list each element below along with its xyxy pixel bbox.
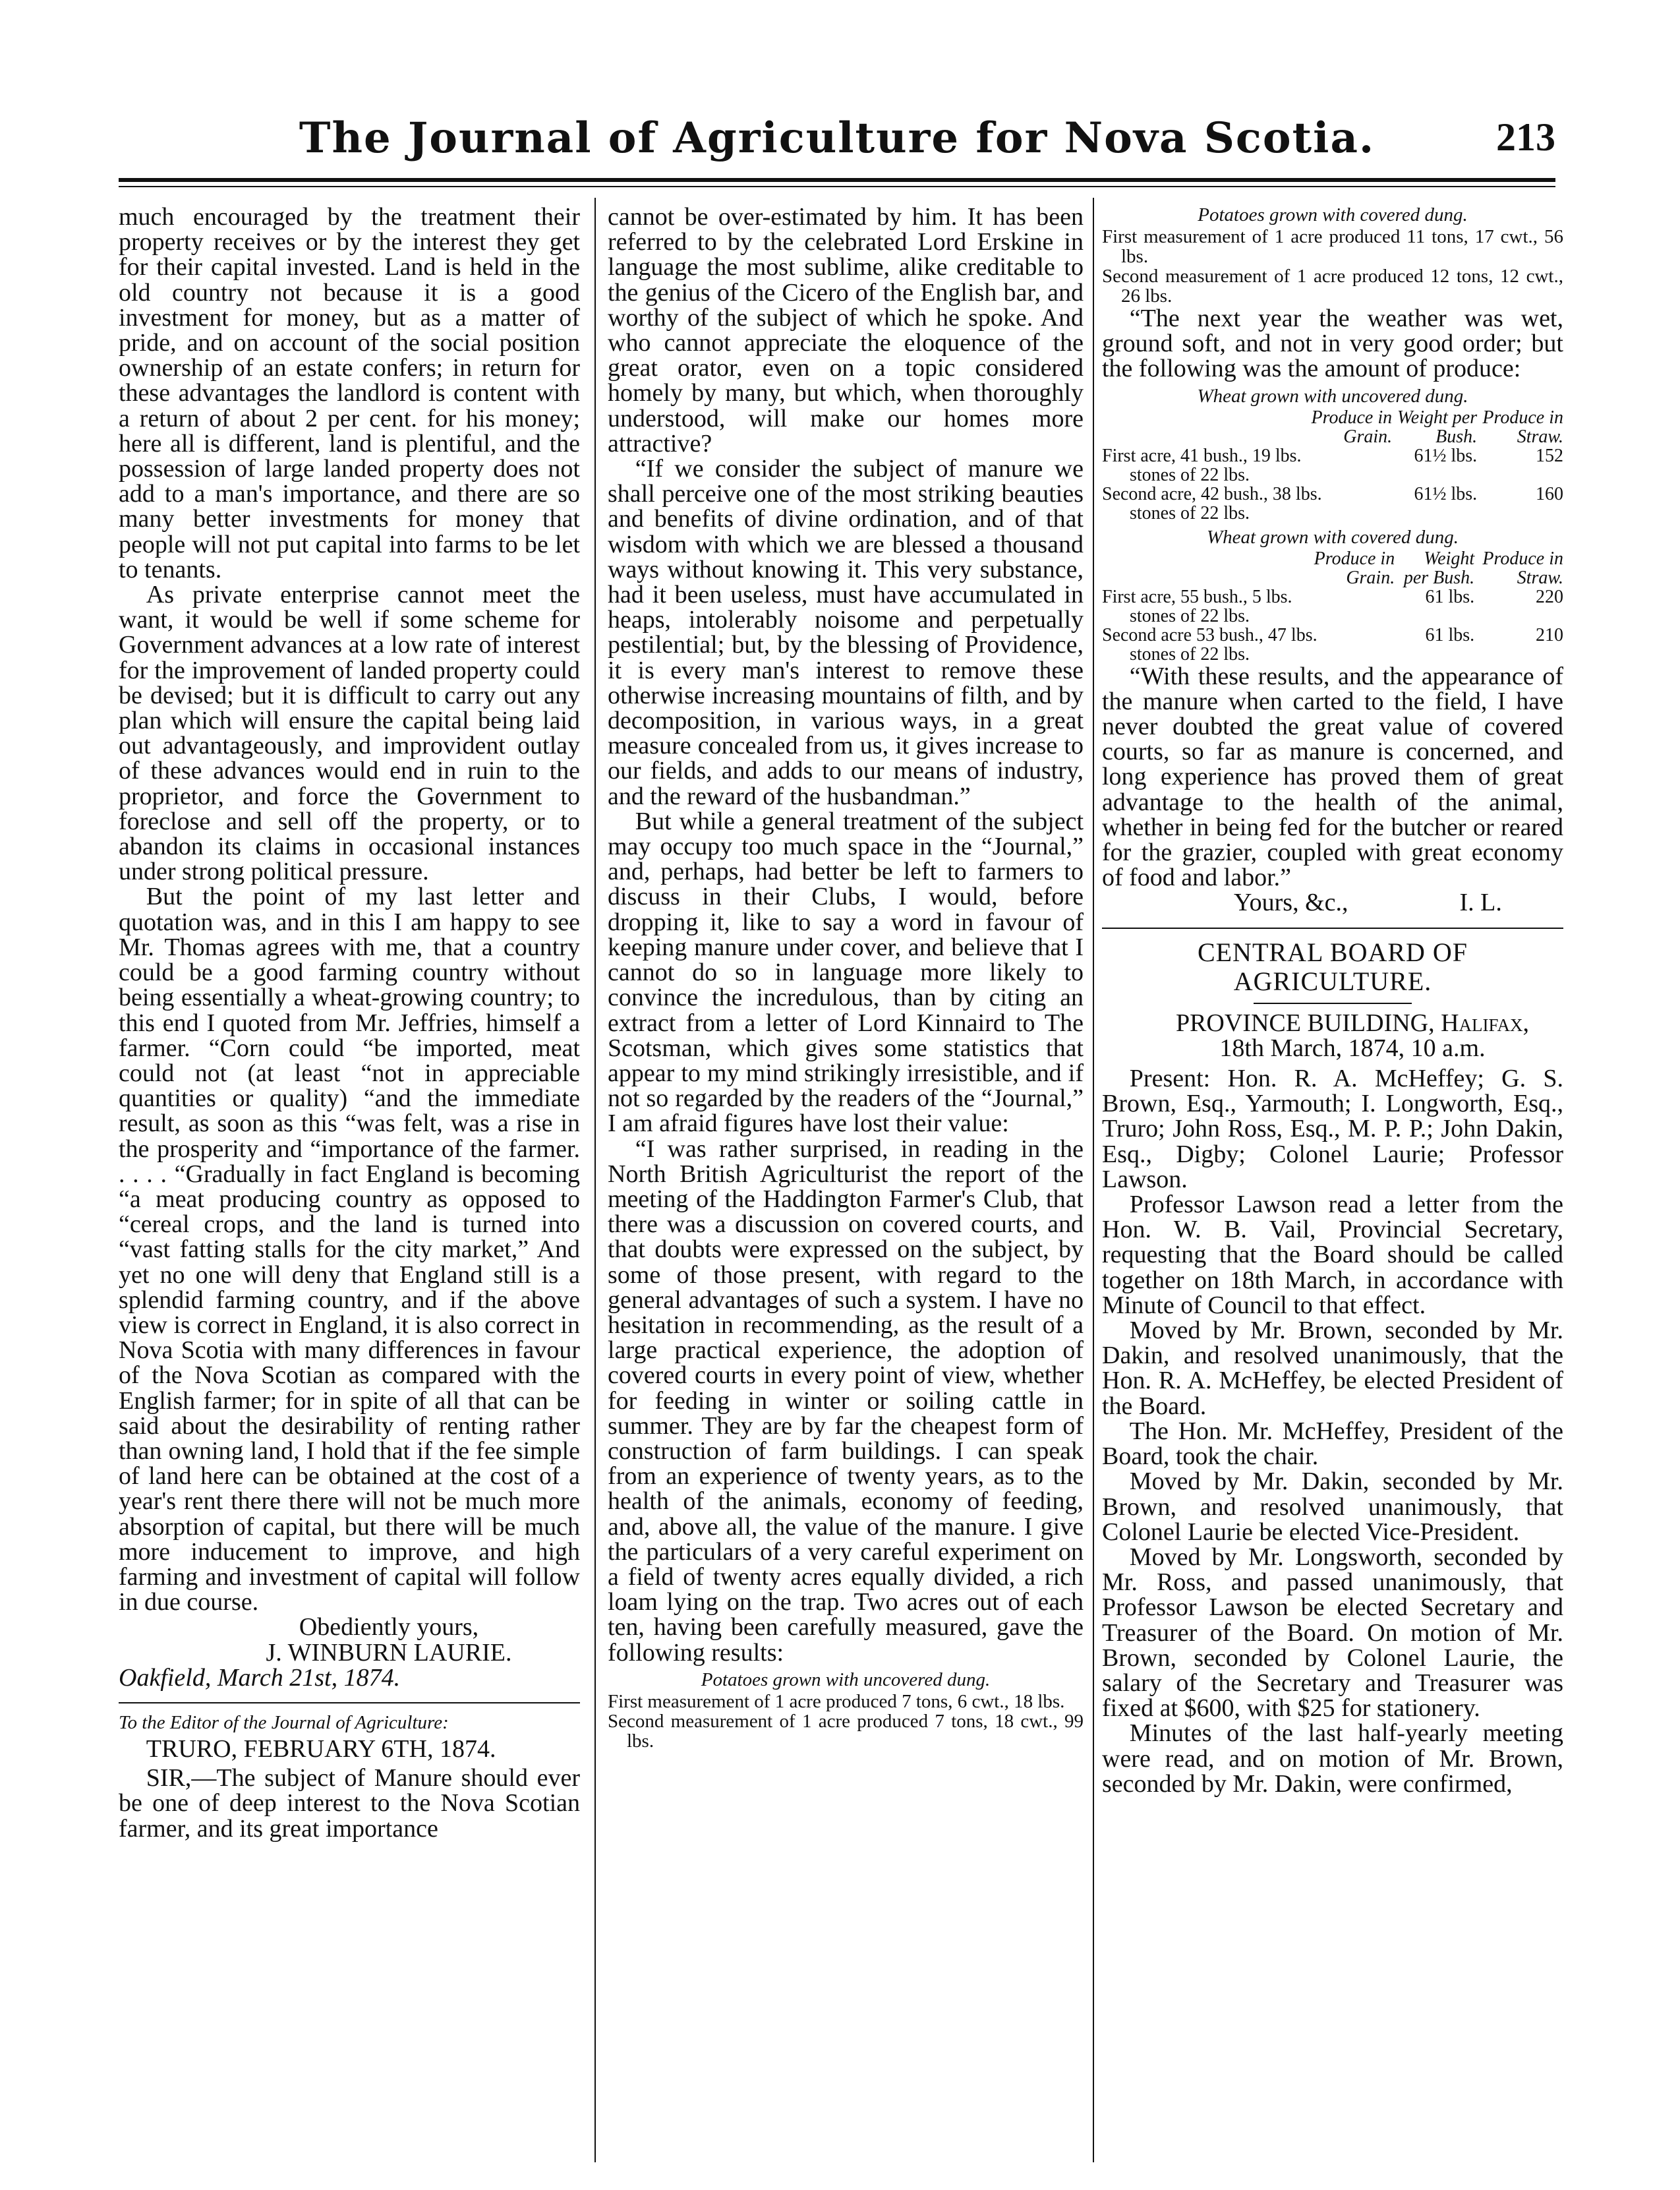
- wheat-uncovered-heading: Wheat grown with uncovered dung.: [1197, 385, 1468, 407]
- page-number: 213: [1496, 115, 1555, 159]
- row-sub: stones of 22 lbs.: [1130, 643, 1250, 665]
- column-header: Produce in Straw.: [1482, 548, 1563, 588]
- column-3: [1102, 204, 1563, 2156]
- potatoes-uncovered-heading: Potatoes grown with uncovered dung.: [701, 1669, 991, 1690]
- potatoes-uncovered-row: First measurement of 1 acre produced 7 tons, 6 cwt., 18 lbs.: [608, 1690, 1065, 1712]
- column-1: [119, 204, 580, 2156]
- table-row: [1102, 446, 1563, 465]
- letter-signoff: [1102, 890, 1563, 915]
- column-divider-1: [594, 198, 596, 2162]
- paragraph: Moved by Mr. Longsworth, seconded by Mr. Ross, and passed unanimously, that Professor Lawson be elected Secretary and Treasurer of the Board. On motion of Mr. Brown, seconded by Colonel Laurie, the salary of the Secretary and Treasurer was fixed at $600, with $25 for stationery.: [1102, 1543, 1563, 1723]
- potatoes-covered-heading: Potatoes grown with covered dung.: [1198, 204, 1468, 225]
- row-label: First acre, 41 bush., 19 lbs.: [1102, 445, 1302, 466]
- section-heading: CENTRAL BOARD OF AGRICULTURE.: [1197, 937, 1468, 996]
- column-header: Weight per Bush.: [1397, 407, 1478, 447]
- letter-signature: J. WINBURN LAURIE.: [266, 1638, 512, 1667]
- column-header: Produce in Straw.: [1482, 407, 1563, 447]
- paragraph: “The next year the weather was wet, ground soft, and not in very good order; but the following was the amount of produce:: [1102, 305, 1563, 383]
- paragraph: SIR,—The subject of Manure should ever be one of deep interest to the Nova Scotian farmer, and its great importance: [119, 1764, 580, 1843]
- article-divider: [1102, 928, 1563, 929]
- wheat-covered-table: [1102, 549, 1563, 664]
- paragraph: Moved by Mr. Brown, seconded by Mr. Dakin, and resolved unanimously, that the Hon. R. A. McHeffey, be elected President of the Board.: [1102, 1317, 1563, 1420]
- potatoes-covered-row: First measurement of 1 acre produced 11 tons, 17 cwt., 56 lbs.: [1102, 226, 1563, 267]
- paragraph: Minutes of the last half-yearly meeting were read, and on motion of Mr. Brown, seconded by Mr. Dakin, were confirmed,: [1102, 1719, 1563, 1798]
- paragraph: As private enterprise cannot meet the want, it would be well if some scheme for Government advances at a low rate of interest for the improvement of landed property could be devised; but it is difficult to carry out any plan which will ensure the capital being laid out advantageously, and improvident outlay of these advances would end in ruin to the proprietor, and force the Government to foreclose and sell off the property, or to abandon its claims in occasional instances under strong political pressure.: [119, 581, 580, 886]
- column-divider-2: [1093, 198, 1094, 2162]
- heading-rule: [1254, 1003, 1412, 1004]
- paragraph: But while a general treatment of the subject may occupy too much space in the “Journal,” and, perhaps, had better be left to farmers to discuss in their Clubs, I would, before dropping it, like to say a word in favour of keeping manure under cover, and believe that I cannot do so in language more likely to convince the incredulous, than by citing an extract from a letter of Lord Kinnaird to The Scotsman, which gives some statistics that appear to my mind strikingly irresistible, and if not so regarded by the readers of the “Journal,” I am afraid figures have lost their value:: [608, 807, 1084, 1138]
- page-header: [119, 105, 1555, 178]
- paragraph: Professor Lawson read a letter from the Hon. W. B. Vail, Provincial Secretary, requesting that the Board should be called together on 18th March, in accordance with Minute of Council to that effect.: [1102, 1191, 1563, 1319]
- paragraph: But the point of my last letter and quotation was, and in this I am happy to see Mr. Thomas agrees with me, that a country could be a good farming country without being essentially a wheat-growing country; to this end I quoted from Mr. Jeffries, himself a farmer. “Corn could “be imported, meat could not (at least “not in appreciable quantities or quality) “and the immediate result, as soon as this “was felt, was a rise in the prosperity and “importance of the farmer. . . . . “Gradually in fact England is becoming “a meat producing country as opposed to “cereal crops, and the land is turned into “vast fatting stalls for the city market,” And yet no one will deny that England still is a splendid farming country, and if the above view is correct in England, it is also correct in Nova Scotia with many differences in favour of the Nova Scotian as compared with the English farmer; for in spite of all that can be said about the desirability of renting rather than owning land, I hold that if the fee simple of land here can be obtained at the cost of a year's rent there there will not be much more absorption of capital, but there will be much more inducement to improve, and high farming and investment of capital will follow in due course.: [119, 883, 580, 1616]
- straw-cell: 152: [1536, 445, 1563, 466]
- table-row: [1102, 626, 1563, 645]
- weight-cell: 61 lbs.: [1425, 624, 1475, 645]
- straw-cell: 160: [1536, 483, 1563, 504]
- running-title: The Journal of Agriculture for Nova Scotia.: [299, 113, 1376, 163]
- row-label: First acre, 55 bush., 5 lbs.: [1102, 586, 1292, 607]
- straw-cell: 210: [1536, 624, 1563, 645]
- header-rule-thin: [119, 186, 1555, 187]
- paragraph: “With these results, and the appearance of the manure when carted to the field, I have never doubted the great value of covered courts, so far as manure is concerned, and long experience has proved them of great advantage to the health of the animal, whether in being fed for the butcher or reared for the grazier, coupled with great economy of food and labor.”: [1102, 662, 1563, 892]
- letter-dateline: TRURO, FEBRUARY 6TH, 1874.: [146, 1734, 496, 1763]
- initials: I. L.: [1459, 889, 1502, 917]
- article-divider: [119, 1702, 580, 1703]
- column-header: Weight per Bush.: [1403, 548, 1475, 588]
- column-header: Produce in Grain.: [1314, 548, 1395, 588]
- paragraph: “If we consider the subject of manure we shall perceive one of the most striking beauties and benefits of divine ordination, and of that wisdom with which we are blessed a thousand ways without knowing it. This very substance, had it been useless, must have accumulated in heaps, intolerably noisome and perpetually pestilential; but, by the blessing of Providence, it is every man's interest to remove these otherwise increasing mountains of filth, and by decomposition, in various ways, in a great measure concealed from us, it gives increase to our fields, and adds to our means of industry, and the reward of the husbandman.”: [608, 455, 1084, 810]
- table-row: [1102, 587, 1563, 607]
- paragraph: cannot be over-estimated by him. It has been referred to by the celebrated Lord Erskine in language the most sublime, alike creditable to the genius of the Cicero of the English bar, and worthy of the subject of which he spoke. And who cannot appreciate the eloquence of the great orator, even on a topic considered homely by many, but which, when thoroughly understood, will make our homes more attractive?: [608, 204, 1084, 458]
- potatoes-covered-row: Second measurement of 1 acre produced 12 tons, 12 cwt., 26 lbs.: [1102, 266, 1563, 307]
- paragraph: The Hon. Mr. McHeffey, President of the Board, took the chair.: [1102, 1417, 1563, 1471]
- potatoes-uncovered-row: Second measurement of 1 acre produced 7 tons, 18 cwt., 99 lbs.: [608, 1710, 1084, 1752]
- paragraph: “I was rather surprised, in reading in the North British Agriculturist the report of the meeting of the Haddington Farmer's Club, that there was a discussion on covered courts, and that doubts were expressed on the subject, by some of those present, with regard to the general advantages of such a system. I have no hesitation in recommending, as the result of a large practical experience, the adoption of covered courts in every point of view, whether for feeding in winter or soiling cattle in summer. They are by far the cheapest form of construction of farm buildings. I can speak from an experience of twenty years, as to the health of the animals, economy of feeding, and, above all, the value of the manure. I give the particulars of a very careful experiment on a field of twenty acres equally divided, a rich loam lying on the trap. Two acres out of each ten, having been carefully measured, gave the following results:: [608, 1135, 1084, 1667]
- wheat-uncovered-table: [1102, 408, 1563, 523]
- table-row: [1102, 485, 1563, 504]
- to-editor-line: To the Editor of the Journal of Agriculture:: [119, 1711, 449, 1733]
- header-rule-thick: [119, 178, 1555, 182]
- straw-cell: 220: [1536, 586, 1563, 607]
- meeting-place: PROVINCE BUILDING, Halifax,: [1175, 1009, 1530, 1037]
- weight-cell: 61 lbs.: [1425, 586, 1475, 607]
- yours-line: Yours, &c.,: [1234, 889, 1348, 917]
- wheat-covered-heading: Wheat grown with covered dung.: [1206, 526, 1459, 548]
- paragraph: Present: Hon. R. A. McHeffey; G. S. Brown, Esq., Yarmouth; I. Longworth, Esq., Truro; John Ross, Esq., M. P. P.; John Dakin, Esq., Digby; Colonel Laurie; Professor Lawson.: [1102, 1065, 1563, 1193]
- paragraph: much encouraged by the treatment their property receives or by the interest they get for their capital invested. Land is held in the old country not because it is a good investment for money, but as a matter of pride, and on account of the social position ownership of an estate confers; in return for these advantages the landlord is content with a return of about 2 per cent. for his money; here all is different, land is plentiful, and the possession of large landed property does not add to a man's importance, and there are so many better investments for money that people will not put capital into farms to be let to tenants.: [119, 204, 580, 583]
- row-sub: stones of 22 lbs.: [1130, 502, 1250, 523]
- column-header: Produce in Grain.: [1311, 407, 1393, 447]
- paragraph: Moved by Mr. Dakin, seconded by Mr. Brown, and resolved unanimously, that Colonel Laurie be elected Vice-President.: [1102, 1467, 1563, 1546]
- row-sub: stones of 22 lbs.: [1130, 605, 1250, 626]
- weight-cell: 61½ lbs.: [1414, 445, 1478, 466]
- letter-place-date: Oakfield, March 21st, 1874.: [119, 1663, 401, 1692]
- meeting-date: 18th March, 1874, 10 a.m.: [1219, 1034, 1486, 1062]
- weight-cell: 61½ lbs.: [1414, 483, 1478, 504]
- row-label: Second acre, 42 bush., 38 lbs.: [1102, 483, 1322, 504]
- row-label: Second acre 53 bush., 47 lbs.: [1102, 624, 1318, 645]
- letter-closing: Obediently yours,: [299, 1613, 479, 1642]
- column-2: [608, 204, 1084, 2156]
- row-sub: stones of 22 lbs.: [1130, 464, 1250, 485]
